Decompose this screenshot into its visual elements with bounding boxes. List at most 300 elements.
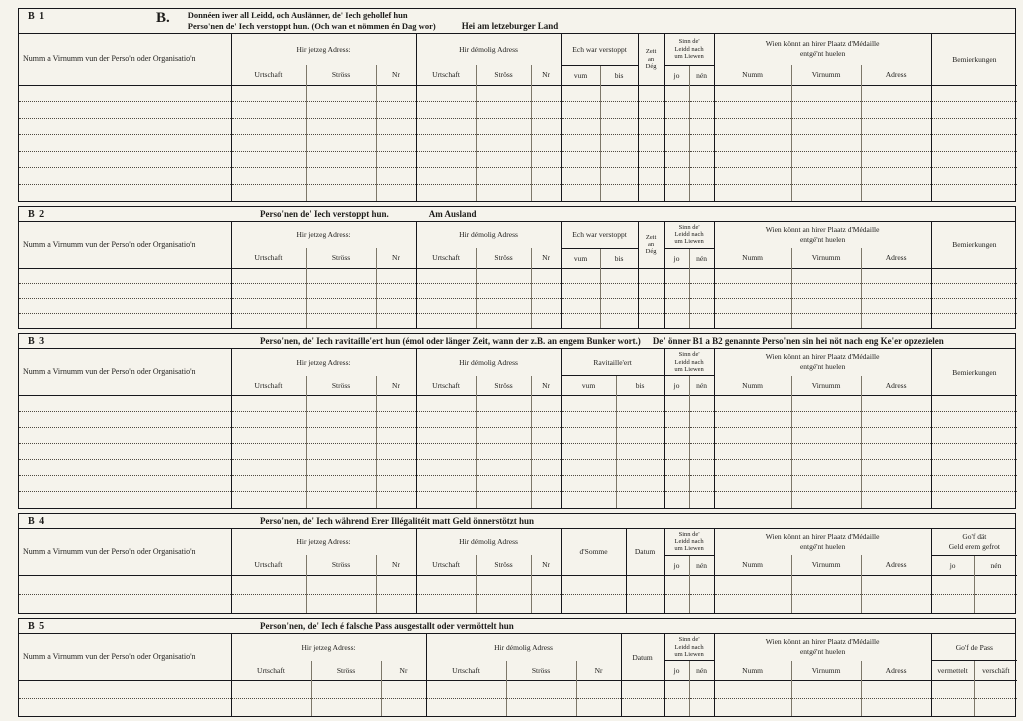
empty-row xyxy=(19,168,1017,185)
subcol-nr: Nr xyxy=(531,248,561,268)
b1-section-tag: B 1 xyxy=(28,11,46,22)
cell xyxy=(600,102,638,119)
cell xyxy=(714,460,791,476)
col-header-remarks: Bemierkungen xyxy=(931,349,1017,396)
cell xyxy=(561,118,600,135)
subcol-nen: nén xyxy=(689,555,714,575)
cell xyxy=(561,184,600,201)
cell xyxy=(19,313,231,328)
cell xyxy=(306,575,376,594)
cell xyxy=(306,168,376,185)
col-header-former-address: Hir démolig Adress xyxy=(416,222,561,249)
cell xyxy=(714,298,791,313)
cell xyxy=(791,184,861,201)
empty-row xyxy=(19,698,1017,716)
cell xyxy=(664,698,689,716)
cell xyxy=(19,283,231,298)
cell xyxy=(861,594,931,613)
cell xyxy=(416,476,476,492)
cell xyxy=(664,85,689,102)
cell xyxy=(714,85,791,102)
col-header-still-alive: Sinn de' Leidd nach um Liewen xyxy=(664,34,714,66)
cell xyxy=(231,168,306,185)
cell xyxy=(861,151,931,168)
cell xyxy=(561,135,600,152)
b2-rows xyxy=(19,268,1017,328)
cell xyxy=(416,460,476,476)
cell xyxy=(664,298,689,313)
cell xyxy=(664,492,689,508)
cell xyxy=(664,396,689,412)
cell xyxy=(638,184,664,201)
subcol-nr: Nr xyxy=(381,661,426,681)
cell xyxy=(306,184,376,201)
scanned-form-page xyxy=(18,8,1016,721)
cell xyxy=(19,412,231,428)
cell xyxy=(476,168,531,185)
cell xyxy=(306,396,376,412)
col-header-time-in-days: Zeit an Dég xyxy=(638,34,664,86)
cell xyxy=(231,151,306,168)
cell xyxy=(506,681,576,699)
cell xyxy=(638,118,664,135)
cell xyxy=(714,698,791,716)
b3-rows xyxy=(19,396,1017,508)
cell xyxy=(861,698,931,716)
cell xyxy=(861,575,931,594)
subcol-nr: Nr xyxy=(376,65,416,85)
cell xyxy=(561,298,600,313)
cell xyxy=(531,118,561,135)
cell xyxy=(19,102,231,119)
cell xyxy=(381,698,426,716)
cell xyxy=(416,492,476,508)
cell xyxy=(306,444,376,460)
b3-section-title: Perso'nen, de' Iech ravitaille'ert hun (émol oder länger Zeit, wann der z.B. an engem Bunker wort.) De' önner B1 a B2 genannte Perso'nen sin hei nöt nach eng Ke'er opzezielen xyxy=(260,336,944,347)
b1-title-line2-bold: Hei am letzeburger Land xyxy=(461,21,559,32)
subcol-virnumm: Virnumm xyxy=(791,248,861,268)
subcol-numm: Numm xyxy=(714,65,791,85)
section-b1 xyxy=(18,8,1016,202)
subcol-adress: Adress xyxy=(861,376,931,396)
empty-row xyxy=(19,444,1017,460)
cell xyxy=(861,412,931,428)
b5-column-headers xyxy=(19,634,1017,681)
cell xyxy=(791,594,861,613)
cell xyxy=(19,444,231,460)
cell xyxy=(689,444,714,460)
empty-row xyxy=(19,396,1017,412)
cell xyxy=(689,151,714,168)
b3-header-band xyxy=(19,334,1015,349)
cell xyxy=(600,268,638,283)
cell xyxy=(714,135,791,152)
cell xyxy=(306,118,376,135)
subcol-virnumm: Virnumm xyxy=(791,555,861,575)
cell xyxy=(861,85,931,102)
empty-row xyxy=(19,412,1017,428)
cell xyxy=(974,594,1017,613)
cell xyxy=(791,428,861,444)
cell xyxy=(376,85,416,102)
cell xyxy=(476,151,531,168)
cell xyxy=(231,298,306,313)
b4-header-band xyxy=(19,514,1015,529)
cell xyxy=(531,313,561,328)
subcol-jo: jo xyxy=(931,555,974,575)
cell xyxy=(689,298,714,313)
cell xyxy=(931,476,1017,492)
col-header-date: Datum xyxy=(626,529,664,576)
cell xyxy=(561,428,616,444)
cell xyxy=(416,298,476,313)
cell xyxy=(476,283,531,298)
cell xyxy=(231,460,306,476)
cell xyxy=(714,313,791,328)
cell xyxy=(476,135,531,152)
cell xyxy=(416,118,476,135)
cell xyxy=(231,575,306,594)
cell xyxy=(476,396,531,412)
cell xyxy=(931,412,1017,428)
cell xyxy=(714,184,791,201)
cell xyxy=(19,184,231,201)
b1-rows xyxy=(19,85,1017,201)
empty-row xyxy=(19,151,1017,168)
b5-rows xyxy=(19,681,1017,716)
cell xyxy=(376,102,416,119)
cell xyxy=(561,151,600,168)
cell xyxy=(306,283,376,298)
cell xyxy=(476,85,531,102)
empty-row xyxy=(19,102,1017,119)
subcol-jo: jo xyxy=(664,65,689,85)
cell xyxy=(714,396,791,412)
cell xyxy=(861,102,931,119)
b2-title-bold: Am Ausland xyxy=(428,208,477,219)
cell xyxy=(791,313,861,328)
subcol-urtschaft: Urtschaft xyxy=(416,376,476,396)
cell xyxy=(416,396,476,412)
subcol-adress: Adress xyxy=(861,248,931,268)
cell xyxy=(791,283,861,298)
subcol-virnumm: Virnumm xyxy=(791,661,861,681)
cell xyxy=(416,102,476,119)
cell xyxy=(791,298,861,313)
empty-row xyxy=(19,428,1017,444)
subcol-nen: nén xyxy=(974,555,1017,575)
cell xyxy=(19,681,231,699)
cell xyxy=(19,268,231,283)
cell xyxy=(531,268,561,283)
cell xyxy=(600,298,638,313)
cell xyxy=(306,135,376,152)
cell xyxy=(476,444,531,460)
cell xyxy=(416,184,476,201)
cell xyxy=(931,135,1017,152)
cell xyxy=(931,268,1017,283)
cell xyxy=(689,681,714,699)
cell xyxy=(376,476,416,492)
cell xyxy=(476,575,531,594)
cell xyxy=(416,168,476,185)
col-header-current-address: Hir jetzeg Adress: xyxy=(231,634,426,661)
subcol-stross: Ströss xyxy=(506,661,576,681)
cell xyxy=(576,681,621,699)
subcol-numm: Numm xyxy=(714,248,791,268)
cell xyxy=(376,594,416,613)
cell xyxy=(664,168,689,185)
cell xyxy=(231,412,306,428)
cell xyxy=(600,118,638,135)
section-b5 xyxy=(18,618,1016,717)
cell xyxy=(791,681,861,699)
b5-section-title: Person'nen, de' Iech é falsche Pass ausgestallt oder vermöttelt hun xyxy=(260,621,514,632)
empty-row xyxy=(19,283,1017,298)
cell xyxy=(426,698,506,716)
cell xyxy=(714,444,791,460)
cell xyxy=(861,118,931,135)
empty-row xyxy=(19,681,1017,699)
cell xyxy=(561,102,600,119)
cell xyxy=(861,184,931,201)
b3-section-tag: B 3 xyxy=(28,336,46,348)
cell xyxy=(306,476,376,492)
cell xyxy=(531,283,561,298)
b1-column-headers xyxy=(19,34,1017,86)
cell xyxy=(664,135,689,152)
cell xyxy=(931,313,1017,328)
cell xyxy=(19,298,231,313)
section-b3 xyxy=(18,333,1016,509)
empty-row xyxy=(19,492,1017,508)
cell xyxy=(638,283,664,298)
cell xyxy=(689,118,714,135)
subcol-nr: Nr xyxy=(576,661,621,681)
b5-table xyxy=(19,634,1017,716)
cell xyxy=(416,85,476,102)
cell xyxy=(931,151,1017,168)
cell xyxy=(664,476,689,492)
cell xyxy=(561,313,600,328)
cell xyxy=(931,460,1017,476)
subcol-numm: Numm xyxy=(714,555,791,575)
cell xyxy=(306,268,376,283)
subcol-numm: Numm xyxy=(714,661,791,681)
cell xyxy=(664,268,689,283)
cell xyxy=(714,283,791,298)
cell xyxy=(689,283,714,298)
b4-table xyxy=(19,529,1017,614)
cell xyxy=(306,460,376,476)
col-header-supplied-period: Ravitaille'ert xyxy=(561,349,664,376)
cell xyxy=(861,283,931,298)
cell xyxy=(714,594,791,613)
cell xyxy=(376,575,416,594)
cell xyxy=(714,168,791,185)
subcol-stross: Ströss xyxy=(476,376,531,396)
cell xyxy=(616,412,664,428)
subcol-jo: jo xyxy=(664,661,689,681)
cell xyxy=(664,184,689,201)
subcol-vum: vum xyxy=(561,248,600,268)
cell xyxy=(306,313,376,328)
cell xyxy=(861,476,931,492)
cell xyxy=(476,492,531,508)
cell xyxy=(616,492,664,508)
subcol-jo: jo xyxy=(664,376,689,396)
cell xyxy=(231,102,306,119)
subcol-bis: bis xyxy=(616,376,664,396)
cell xyxy=(376,283,416,298)
subcol-nr: Nr xyxy=(531,376,561,396)
cell xyxy=(791,412,861,428)
empty-row xyxy=(19,118,1017,135)
subcol-virnumm: Virnumm xyxy=(791,65,861,85)
cell xyxy=(19,85,231,102)
subcol-stross: Ströss xyxy=(306,376,376,396)
subcol-urtschaft: Urtschaft xyxy=(231,661,311,681)
cell xyxy=(791,698,861,716)
cell xyxy=(931,444,1017,460)
cell xyxy=(376,428,416,444)
b4-section-tag: B 4 xyxy=(28,515,46,527)
cell xyxy=(306,428,376,444)
col-header-medal-recipient: Wien könnt an hirer Plaatz d'Médaille entgé'nt huelen xyxy=(714,222,931,249)
cell xyxy=(714,575,791,594)
cell xyxy=(19,168,231,185)
cell xyxy=(231,476,306,492)
col-header-medal-recipient: Wien könnt an hirer Plaatz d'Médaille entgé'nt huelen xyxy=(714,529,931,556)
cell xyxy=(531,135,561,152)
cell xyxy=(231,492,306,508)
cell xyxy=(19,118,231,135)
cell xyxy=(306,102,376,119)
empty-row xyxy=(19,460,1017,476)
cell xyxy=(376,492,416,508)
cell xyxy=(531,102,561,119)
section-b4 xyxy=(18,513,1016,615)
cell xyxy=(506,698,576,716)
cell xyxy=(861,460,931,476)
cell xyxy=(931,428,1017,444)
cell xyxy=(19,428,231,444)
cell xyxy=(689,168,714,185)
cell xyxy=(531,298,561,313)
cell xyxy=(931,184,1017,201)
col-header-current-address: Hir jetzeg Adress: xyxy=(231,34,416,66)
cell xyxy=(476,428,531,444)
cell xyxy=(561,575,626,594)
empty-row xyxy=(19,268,1017,283)
cell xyxy=(714,492,791,508)
cell xyxy=(931,681,974,699)
cell xyxy=(376,396,416,412)
cell xyxy=(306,594,376,613)
cell xyxy=(376,412,416,428)
cell xyxy=(616,444,664,460)
cell xyxy=(600,283,638,298)
cell xyxy=(689,102,714,119)
subcol-nen: nén xyxy=(689,661,714,681)
b1-table xyxy=(19,34,1017,201)
cell xyxy=(416,412,476,428)
cell xyxy=(19,698,231,716)
subcol-nr: Nr xyxy=(376,376,416,396)
subcol-urtschaft: Urtschaft xyxy=(231,65,306,85)
subcol-urtschaft: Urtschaft xyxy=(416,555,476,575)
cell xyxy=(664,118,689,135)
cell xyxy=(531,476,561,492)
cell xyxy=(561,594,626,613)
cell xyxy=(231,681,311,699)
cell xyxy=(231,428,306,444)
empty-row xyxy=(19,298,1017,313)
cell xyxy=(561,476,616,492)
cell xyxy=(311,698,381,716)
cell xyxy=(476,460,531,476)
cell xyxy=(714,412,791,428)
empty-row xyxy=(19,575,1017,594)
subcol-stross: Ströss xyxy=(306,65,376,85)
cell xyxy=(531,594,561,613)
b4-column-headers xyxy=(19,529,1017,576)
cell xyxy=(861,492,931,508)
col-header-name: Numm a Virnumm vun der Perso'n oder Organisatio'n xyxy=(23,367,196,377)
cell xyxy=(664,151,689,168)
cell xyxy=(600,151,638,168)
b1-section-title xyxy=(188,9,559,33)
cell xyxy=(306,492,376,508)
cell xyxy=(19,151,231,168)
cell xyxy=(231,135,306,152)
cell xyxy=(689,575,714,594)
b2-header-band xyxy=(19,207,1015,222)
cell xyxy=(791,151,861,168)
col-header-still-alive: Sinn de' Leidd nach um Liewen xyxy=(664,634,714,661)
b1-header-band xyxy=(19,9,1015,34)
cell xyxy=(306,298,376,313)
col-header-money-asked-back: Go'f dät Geld erem gefrot xyxy=(931,529,1017,556)
cell xyxy=(861,313,931,328)
cell xyxy=(931,102,1017,119)
cell xyxy=(476,102,531,119)
cell xyxy=(306,412,376,428)
empty-row xyxy=(19,135,1017,152)
subcol-nr: Nr xyxy=(531,65,561,85)
cell xyxy=(376,268,416,283)
cell xyxy=(638,168,664,185)
cell xyxy=(19,396,231,412)
cell xyxy=(931,283,1017,298)
b1-title-line2: Perso'nen de' Iech verstoppt hun. (Och wan et nömmen én Dag wor) Hei am letzeburger Land xyxy=(187,21,559,32)
b1-title-line1: Donnéen iwer all Leidd, och Auslänner, de' Iech gehollef hun xyxy=(187,10,408,20)
cell xyxy=(664,444,689,460)
col-header-date: Datum xyxy=(621,634,664,681)
b5-section-tag: B 5 xyxy=(28,621,46,633)
subcol-vermettelt: vermettelt xyxy=(931,661,974,681)
cell xyxy=(689,135,714,152)
cell xyxy=(689,476,714,492)
cell xyxy=(616,460,664,476)
col-header-current-address: Hir jetzeg Adress: xyxy=(231,529,416,556)
cell xyxy=(689,460,714,476)
cell xyxy=(416,444,476,460)
cell xyxy=(600,85,638,102)
subcol-stross: Ströss xyxy=(311,661,381,681)
b2-section-tag: B 2 xyxy=(28,208,46,220)
cell xyxy=(231,184,306,201)
